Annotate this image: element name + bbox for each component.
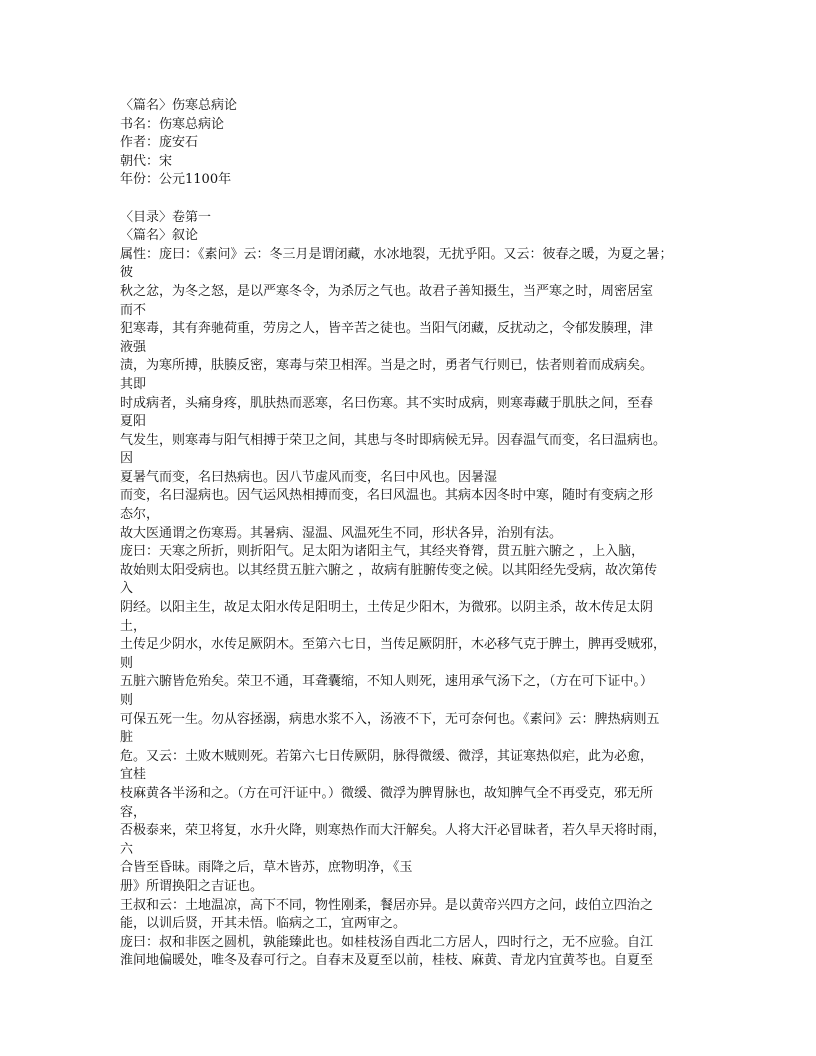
text-line: 土， <box>120 618 147 634</box>
book-name: 书名：伤寒总病论 <box>120 116 225 132</box>
text-line: 入 <box>120 581 134 597</box>
text-line: 合皆至昏昧。雨降之后，草木皆苏，庶物明净，《玉 <box>120 860 413 876</box>
text-line: 犯寒毒，其有奔驰荷重，劳房之人，皆辛苦之徒也。当阳气闭藏，反扰动之，令郁发腠理，津 <box>120 321 654 337</box>
text-line: 属性：庞曰：《素问》云：冬三月是谓闭藏，水冰地裂，无扰乎阳。又云：彼春之暖，为夏之暑； <box>120 246 673 262</box>
text-line: 因 <box>120 451 134 467</box>
text-line: 而不 <box>120 302 147 318</box>
text-line: 〈篇名〉叙论 <box>120 228 199 244</box>
text-line: 气发生，则寒毒与阳气相搏于荣卫之间，其患与冬时即病候无异。因春温气而变，名曰温病也。 <box>120 432 667 448</box>
text-line: 液强 <box>120 339 147 355</box>
text-line: 庞曰：天寒之所折，则折阳气。足太阳为诸阳主气，其经夹脊膂，贯五脏六腑之 ，上入脑， <box>120 544 645 560</box>
text-line: 故大医通谓之伤寒焉。其暑病、湿温、风温死生不同，形状各异，治别有法。 <box>120 525 563 541</box>
document-page <box>120 97 698 971</box>
text-line: 态尔， <box>120 507 160 523</box>
text-line: 枝麻黄各半汤和之。（方在可汗证中。）微缓、微浮为脾胃脉也，故知脾气全不再受克，邪无所 <box>120 785 654 801</box>
text-line: 册》所谓换阳之吉证也。 <box>120 878 264 894</box>
text-line: 五脏六腑皆危殆矣。荣卫不通，耳聋囊缩，不知人则死，速用承气汤下之，（方在可下证中。） <box>120 674 654 690</box>
text-line: 则 <box>120 655 134 671</box>
section-title: 〈篇名〉伤寒总病论 <box>120 98 238 113</box>
text-line: 时成病者，头痛身疼，肌肤热而恶寒，名曰伤寒。其不实时成病，则寒毒藏于肌肤之间，至春 <box>120 395 654 411</box>
dynasty: 朝代：宋 <box>120 153 173 169</box>
text-line: 庞曰：叔和非医之圆机，孰能臻此也。如桂枝汤自西北二方居人，四时行之，无不应验。自江 <box>120 934 654 950</box>
text-line: 渍，为寒所搏，肤腠反密，寒毒与荣卫相浑。当是之时，勇者气行则已，怯者则着而成病矣。 <box>120 358 654 374</box>
text-line: 王叔和云：土地温凉，高下不同，物性刚柔，餐居亦异。是以黄帝兴四方之问，歧伯立四治之 <box>120 897 654 913</box>
header-block <box>120 97 698 190</box>
text-line: 秋之忿，为冬之怒，是以严寒冬令，为杀厉之气也。故君子善知摄生，当严寒之时，周密居室 <box>120 283 654 299</box>
year: 年份：公元1100年 <box>120 172 232 188</box>
text-line: 而变，名曰湿病也。因气运风热相搏而变，名曰风温也。其病本因冬时中寒，随时有变病之形 <box>120 488 654 504</box>
text-line: 夏暑气而变，名曰热病也。因八节虚风而变，名曰中风也。因暑湿 <box>120 469 498 485</box>
text-line: 容， <box>120 804 147 820</box>
text-line: 阴经。以阳主生，故足太阳水传足阳明土，土传足少阳木，为微邪。以阴主杀，故木传足太阴 <box>120 600 654 616</box>
text-line: 脏 <box>120 730 134 746</box>
text-line: 彼 <box>120 265 134 281</box>
text-line: 淮间地偏暖处，唯冬及春可行之。自春末及夏至以前，桂枝、麻黄、青龙内宜黄芩也。自夏至 <box>120 953 654 969</box>
text-line: 故始则太阳受病也。以其经贯五脏六腑之 ，故病有脏腑传变之候。以其阳经先受病，故次第传 <box>120 562 658 578</box>
text-line: 〈目录〉卷第一 <box>120 209 212 225</box>
author: 作者：庞安石 <box>120 135 199 151</box>
text-line: 否极泰来，荣卫将复，水升火降，则寒热作而大汗解矣。人将大汗必冒昧者，若久旱天将时雨， <box>120 823 667 839</box>
text-line: 则 <box>120 693 134 708</box>
text-line: 能，以训后贤，开其未悟。临病之工，宜两审之。 <box>120 916 407 932</box>
text-line: 夏阳 <box>120 414 147 430</box>
spacer <box>120 190 698 209</box>
text-line: 土传足少阴水，水传足厥阴木。至第六七日，当传足厥阴肝，木必移气克于脾土，脾再受贼邪， <box>120 637 667 653</box>
body-text <box>120 209 698 971</box>
text-line: 宜桂 <box>120 767 147 783</box>
text-line: 其即 <box>120 376 147 392</box>
text-line: 可保五死一生。勿从容拯溺，病患水浆不入，汤液不下，无可奈何也。《素问》云：脾热病则五 <box>120 711 660 727</box>
text-line: 危。又云：土败木贼则死。若第六七日传厥阴，脉得微缓、微浮，其证寒热似疟，此为必愈， <box>120 748 654 764</box>
text-line: 六 <box>120 841 134 857</box>
